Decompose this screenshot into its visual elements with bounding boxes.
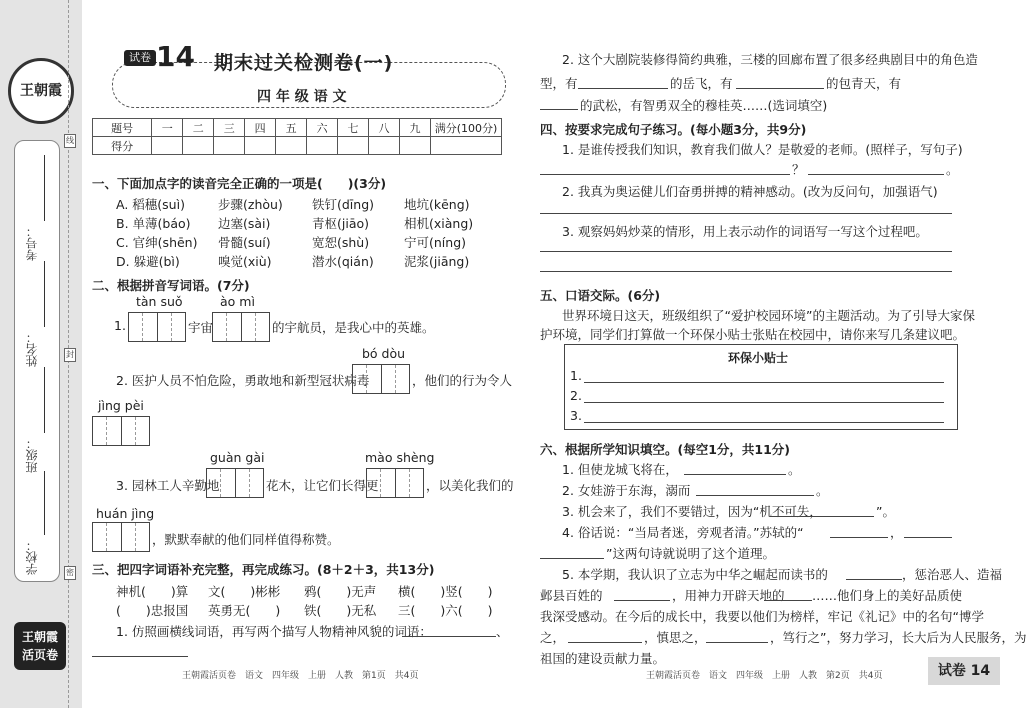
question-text: 2. 这个大剧院装修得简约典雅，三楼的回廊布置了很多经典剧目中的角色造 (562, 52, 978, 67)
question-text: 3. 观察妈妈炒菜的情形，用上表示动作的词语写一写这个过程吧。 (562, 224, 928, 239)
sentence-text: 的宇航员，是我心中的英雄。 (272, 320, 435, 335)
idiom-blank[interactable]: 英勇无( ) (208, 603, 281, 618)
name-line (44, 261, 45, 327)
option-d-word: 潜水(qián) (312, 254, 374, 269)
answer-line[interactable] (684, 473, 786, 475)
score-cell: 四 (245, 119, 276, 137)
question-text: ，笃行之”，努力学习，长大后为人民服务，为 (770, 630, 1026, 645)
option-d-word: 嗅觉(xiù) (218, 254, 272, 269)
question-text: 祖国的建设贡献力量。 (540, 651, 666, 666)
option-d-word: D. 躲避(bì) (116, 254, 180, 269)
question-text: 2. 我真为奥运健儿们奋勇拼搏的精神感动。(改为反问句，加强语气) (562, 184, 938, 199)
option-c-word: 宽恕(shù) (312, 235, 370, 250)
pinyin-prompt: bó dòu (362, 346, 406, 361)
question-text: 之， (540, 630, 566, 645)
answer-line[interactable] (614, 599, 670, 601)
separator: 、 (496, 624, 509, 639)
page-title: 期末过关检测卷(一) (214, 52, 394, 74)
answer-line[interactable] (540, 270, 952, 272)
score-cell: 题号 (93, 119, 152, 137)
score-input[interactable] (183, 137, 214, 155)
answer-line[interactable] (540, 557, 604, 559)
question-text: 4. 俗话说：“当局者迷，旁观者清。”苏轼的“ (562, 525, 804, 540)
score-input[interactable] (369, 137, 400, 155)
score-input[interactable] (307, 137, 338, 155)
binding-margin (0, 0, 82, 708)
answer-line[interactable] (92, 655, 188, 657)
separator: 。 (816, 483, 829, 498)
answer-line[interactable] (540, 250, 952, 252)
section-6-heading: 六、根据所学知识填空。(每空1分，共11分) (540, 442, 791, 457)
sentence-text: 2. 医护人员不怕危险，勇敢地和新型冠状病毒 (116, 373, 370, 388)
option-c-word: 宁可(níng) (404, 235, 467, 250)
idiom-blank[interactable]: 铁( )无私 (304, 603, 377, 618)
score-input[interactable] (399, 137, 430, 155)
score-cell: 七 (338, 119, 369, 137)
answer-line[interactable] (904, 536, 952, 538)
answer-line[interactable] (770, 515, 874, 517)
score-cell: 得分 (93, 137, 152, 155)
class-label: 班级： (25, 437, 39, 473)
writing-grid[interactable] (206, 468, 264, 498)
section-2-heading: 二、根据拼音写词语。(7分) (92, 278, 250, 293)
school-label: 学校： (25, 539, 39, 575)
pinyin-prompt: mào shèng (365, 450, 435, 465)
pinyin-prompt: guàn gài (210, 450, 265, 465)
score-cell: 六 (307, 119, 338, 137)
sentence-text: 3. 园林工人辛勤地 (116, 478, 220, 493)
score-cell: 二 (183, 119, 214, 137)
separator: 。 (788, 462, 801, 477)
score-table (92, 118, 502, 155)
score-input[interactable] (214, 137, 245, 155)
question-text: 的岳飞，有 (670, 76, 733, 91)
sentence-text: 宇宙 (188, 320, 214, 335)
score-cell: 三 (214, 119, 245, 137)
score-cell: 满分(100分) (431, 119, 502, 137)
option-b-word: 边塞(sài) (218, 216, 271, 231)
student-info-panel (14, 140, 60, 582)
question-text: ，用神力开辟天地的 (672, 588, 785, 603)
sentence-text: ，以美化我们的 (426, 478, 514, 493)
question-text: 的武松，有智勇双全的穆桂英……(选词填空) (580, 98, 828, 113)
pinyin-prompt: jìng pèi (98, 398, 144, 413)
pinyin-prompt: ào mì (220, 294, 255, 309)
answer-line[interactable] (402, 635, 496, 637)
seal-tag-feng: 封 (64, 348, 76, 362)
question-text: ”这两句诗就说明了这个道理。 (606, 546, 775, 561)
separator: ， (890, 525, 903, 540)
answer-line[interactable] (540, 173, 790, 175)
answer-line[interactable] (696, 494, 814, 496)
idiom-blank[interactable]: 三( )六( ) (398, 603, 493, 618)
question-number: 1. (114, 318, 126, 333)
writing-grid[interactable] (366, 468, 424, 498)
paragraph-text: 护环境，同学们打算做一个环保小贴士张贴在校园中，请你来写几条建议吧。 (540, 327, 966, 342)
score-cell: 八 (369, 119, 400, 137)
answer-line[interactable] (706, 641, 768, 643)
sentence-text: ，默默奉献的他们同样值得称赞。 (152, 532, 340, 547)
tip-number: 1. (570, 368, 582, 383)
writing-grid[interactable] (92, 416, 150, 446)
idiom-blank[interactable]: 神机( )算 (116, 584, 189, 599)
sentence-text: ，他们的行为令人 (412, 373, 513, 388)
brand-badge: 王朝霞 活页卷 (14, 622, 66, 670)
idiom-blank[interactable]: 鸦( )无声 (304, 584, 377, 599)
tip-number: 2. (570, 388, 582, 403)
sentence-text: 花木，让它们长得更 (266, 478, 379, 493)
question-text: 1. 但使龙城飞将在， (562, 462, 678, 477)
writing-grid[interactable] (352, 364, 410, 394)
seal-tag-mi: 密 (64, 566, 76, 580)
score-input[interactable] (152, 137, 183, 155)
answer-line[interactable] (540, 212, 952, 214)
pinyin-prompt: tàn suǒ (136, 294, 183, 309)
question-text: 2. 女娃游于东海，溺而 (562, 483, 691, 498)
score-input[interactable] (338, 137, 369, 155)
score-cell: 九 (399, 119, 430, 137)
writing-grid[interactable] (92, 522, 150, 552)
option-d-word: 泥浆(jiāng) (404, 254, 470, 269)
score-cell: 一 (152, 119, 183, 137)
section-5-heading: 五、口语交际。(6分) (540, 288, 661, 303)
answer-line[interactable] (540, 108, 578, 110)
answer-line[interactable] (830, 536, 888, 538)
question-text: 1. 是谁传授我们知识，教育我们做人？是敬爱的老师。(照样子，写句子) (562, 142, 963, 157)
answer-line[interactable] (568, 641, 642, 643)
writing-grid[interactable] (212, 312, 270, 342)
answer-line[interactable] (578, 87, 668, 89)
option-b-word: 相机(xiàng) (404, 216, 474, 231)
question-text: ……他们身上的美好品质使 (812, 588, 963, 603)
section-1-heading: 一、下面加点字的读音完全正确的一项是( )(3分) (92, 176, 387, 191)
tip-number: 3. (570, 408, 582, 423)
question-text: ，惩治恶人、造福 (902, 567, 1003, 582)
option-b-word: B. 单薄(báo) (116, 216, 191, 231)
question-text: 3. 机会来了，我们不要错过，因为“机不可失， (562, 504, 822, 519)
question-text: 邺县百姓的 (540, 588, 603, 603)
section-3-heading: 三、把四字词语补充完整，再完成练习。(8＋2＋3，共13分) (92, 562, 435, 577)
tip-answer-line[interactable] (584, 381, 944, 383)
question-text: 的包青天，有 (826, 76, 902, 91)
exam-number-label: 考号： (25, 225, 39, 261)
paragraph-text: 世界环境日这天，班级组织了“爱护校园环境”的主题活动。为了引导大家保 (562, 308, 975, 323)
pinyin-prompt: huán jìng (96, 506, 155, 521)
option-a-word: 铁钉(dīng) (312, 197, 375, 212)
score-input[interactable] (276, 137, 307, 155)
idiom-blank[interactable]: 横( )竖( ) (398, 584, 493, 599)
question-text: 5. 本学期，我认识了立志为中华之崛起而读书的 (562, 567, 828, 582)
writing-grid[interactable] (128, 312, 186, 342)
option-b-word: 青枢(jiāo) (312, 216, 370, 231)
page-subtitle: 四 年 级 语 文 (257, 89, 347, 105)
question-text: 1. 仿照画横线词语，再写两个描写人物精神风貌的词语： (116, 624, 432, 639)
class-line (44, 367, 45, 433)
page-footer-left: 王朝霞活页卷 语文 四年级 上册 人教 第1页 共4页 (182, 671, 419, 681)
tip-answer-line[interactable] (584, 401, 944, 403)
question-text: 我深受感动。在今后的成长中，我要以他们为榜样，牢记《礼记》中的名句“博学 (540, 609, 984, 624)
option-c-word: 骨髓(suí) (218, 235, 271, 250)
exam-badge: 试卷 (124, 50, 156, 66)
page-footer-right: 王朝霞活页卷 语文 四年级 上册 人教 第2页 共4页 (646, 671, 883, 681)
separator: ？ (792, 162, 805, 177)
option-a-word: 步骤(zhòu) (218, 197, 283, 212)
tips-title: 环保小贴士 (728, 351, 789, 365)
answer-line[interactable] (764, 599, 812, 601)
idiom-blank[interactable]: ( )忠报国 (116, 603, 189, 618)
seal-tag-xian: 线 (64, 134, 76, 148)
score-input[interactable] (431, 137, 502, 155)
exam-number: 14 (156, 40, 195, 73)
answer-line[interactable] (846, 578, 902, 580)
separator: ”。 (876, 504, 895, 519)
exam-number-line (44, 155, 45, 221)
score-cell: 五 (276, 119, 307, 137)
section-4-heading: 四、按要求完成句子练习。(每小题3分，共9分) (540, 122, 807, 137)
option-a-word: A. 稻穗(suì) (116, 197, 185, 212)
separator: 。 (946, 162, 959, 177)
option-a-word: 地坑(kēng) (404, 197, 470, 212)
page-badge: 试卷 14 (928, 657, 1000, 685)
score-input[interactable] (245, 137, 276, 155)
school-line (44, 471, 45, 535)
name-label: 姓名： (25, 331, 39, 367)
tip-answer-line[interactable] (584, 421, 944, 423)
answer-line[interactable] (736, 87, 824, 89)
answer-line[interactable] (808, 173, 944, 175)
idiom-blank[interactable]: 文( )彬彬 (208, 584, 281, 599)
brand-logo: 王朝霞 (8, 58, 74, 124)
question-text: 型，有 (540, 76, 578, 91)
question-text: ，慎思之， (644, 630, 707, 645)
option-c-word: C. 官绅(shēn) (116, 235, 198, 250)
